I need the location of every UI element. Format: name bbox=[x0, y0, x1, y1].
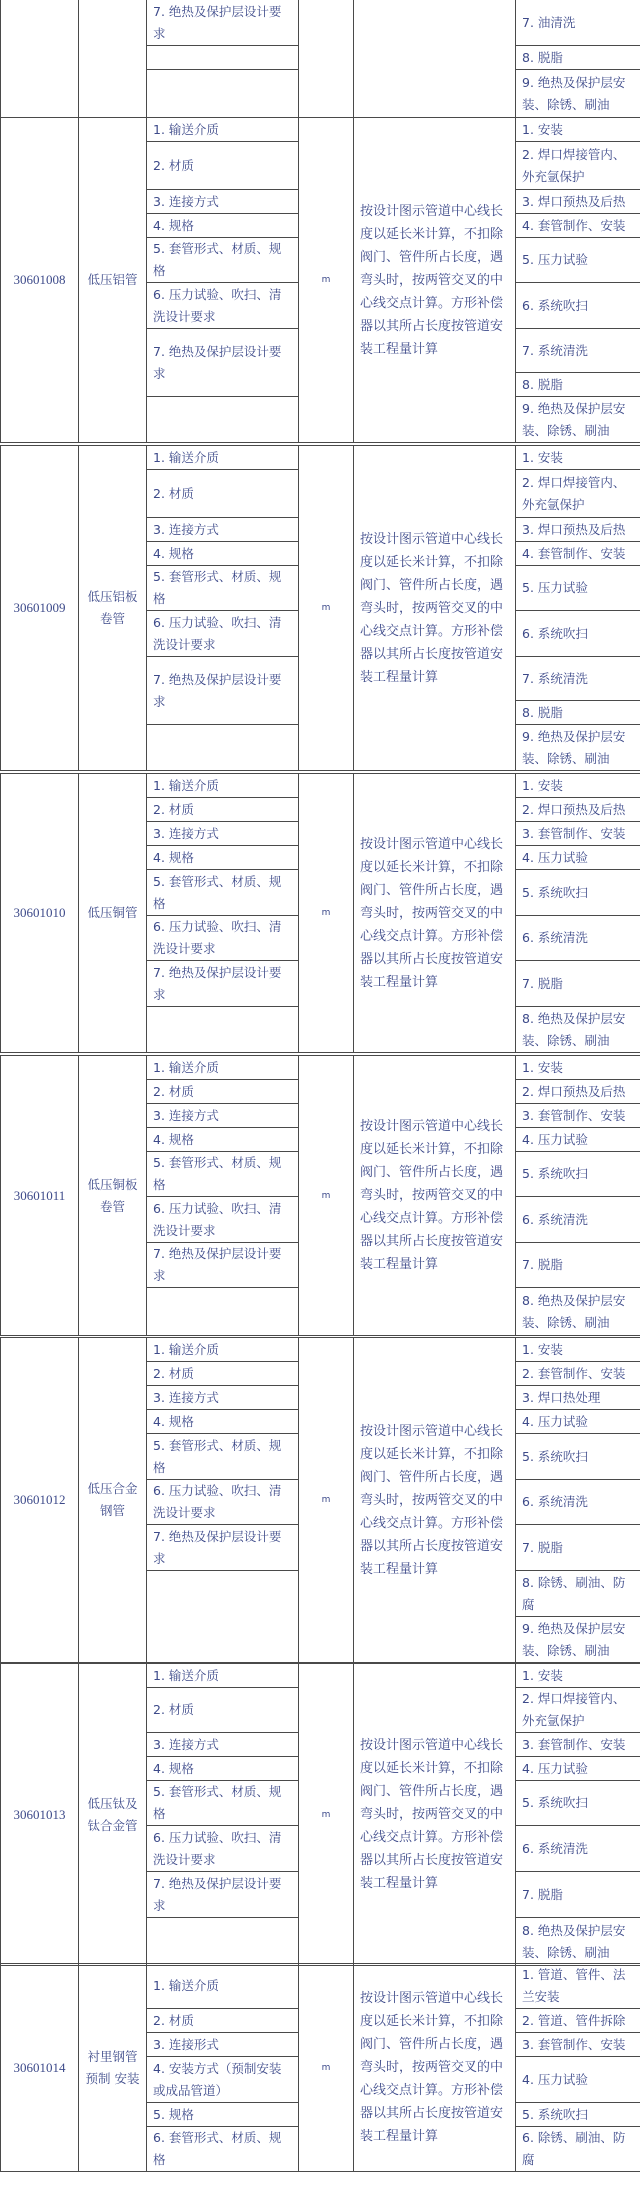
feature-cell: 1. 输送介质 bbox=[147, 118, 299, 142]
item-rule: 按设计图示管道中心线长度以延长米计算，不扣除阀门、管件所占长度，遇弯头时，按两管交叉的中心线交点计算。方形补偿器以其所占长度按管道安装工程量计算 bbox=[354, 1338, 516, 1663]
item-name: 低压合金钢管 bbox=[79, 1338, 147, 1663]
work-cell: 6. 系统清洗 bbox=[516, 916, 640, 961]
work-cell: 8. 除锈、刷油、防腐 bbox=[516, 1571, 640, 1617]
work-cell: 3. 套管制作、安装 bbox=[516, 2033, 640, 2057]
work-cell: 7. 脱脂 bbox=[516, 1872, 640, 1918]
work-cell: 6. 除锈、刷油、防腐 bbox=[516, 2127, 640, 2172]
feature-cell: 1. 输送介质 bbox=[147, 446, 299, 470]
feature-cell: 5. 套管形式、材质、规格 bbox=[147, 566, 299, 611]
work-cell: 6. 系统清洗 bbox=[516, 1826, 640, 1872]
work-cell: 3. 焊口预热及后热 bbox=[516, 190, 640, 214]
work-cell: 3. 套管制作、安装 bbox=[516, 822, 640, 846]
work-cell: 7. 脱脂 bbox=[516, 1525, 640, 1571]
table-fragment-top bbox=[0, 0, 640, 118]
feature-cell: 3. 连接方式 bbox=[147, 1733, 299, 1757]
feature-cell: 3. 连接方式 bbox=[147, 518, 299, 542]
feature-cell: 2. 材质 bbox=[147, 798, 299, 822]
work-cell: 4. 压力试验 bbox=[516, 846, 640, 870]
work-cell: 6. 系统吹扫 bbox=[516, 283, 640, 329]
feature-cell: 3. 连接方式 bbox=[147, 190, 299, 214]
feature-cell: 5. 套管形式、材质、规格 bbox=[147, 1434, 299, 1480]
feature-cell bbox=[147, 46, 299, 70]
item-code: 30601012 bbox=[1, 1338, 79, 1663]
work-cell: 6. 系统吹扫 bbox=[516, 611, 640, 657]
work-cell: 2. 焊口焊接管内、外充氩保护 bbox=[516, 1688, 640, 1733]
work-cell: 6. 系统清洗 bbox=[516, 1480, 640, 1525]
work-cell: 2. 焊口预热及后热 bbox=[516, 798, 640, 822]
feature-cell: 1. 输送介质 bbox=[147, 1664, 299, 1688]
feature-cell: 2. 材质 bbox=[147, 1362, 299, 1386]
feature-cell: 7. 绝热及保护层设计要求 bbox=[147, 0, 299, 46]
work-cell: 2. 焊口焊接管内、外充氩保护 bbox=[516, 142, 640, 190]
work-cell: 8. 脱脂 bbox=[516, 701, 640, 725]
feature-cell: 2. 材质 bbox=[147, 2009, 299, 2033]
work-cell: 3. 焊口热处理 bbox=[516, 1386, 640, 1410]
work-cell: 2. 套管制作、安装 bbox=[516, 1362, 640, 1386]
feature-cell: 6. 压力试验、吹扫、清洗设计要求 bbox=[147, 1197, 299, 1243]
work-cell: 5. 压力试验 bbox=[516, 238, 640, 283]
work-cell: 9. 绝热及保护层安装、除锈、刷油 bbox=[516, 1617, 640, 1663]
work-cell: 7. 脱脂 bbox=[516, 961, 640, 1007]
work-cell: 1. 安装 bbox=[516, 1338, 640, 1362]
item-code: 30601011 bbox=[1, 1056, 79, 1336]
item-name: 低压铝管 bbox=[79, 118, 147, 443]
spec-item-block bbox=[0, 117, 640, 443]
item-code: 30601010 bbox=[1, 774, 79, 1053]
work-cell: 8. 脱脂 bbox=[516, 46, 640, 70]
feature-cell: 5. 套管形式、材质、规格 bbox=[147, 870, 299, 916]
feature-cell: 6. 压力试验、吹扫、清洗设计要求 bbox=[147, 1480, 299, 1525]
name-cell bbox=[79, 0, 147, 118]
work-cell: 7. 系统清洗 bbox=[516, 329, 640, 373]
work-cell: 4. 压力试验 bbox=[516, 1128, 640, 1152]
item-name: 低压铜管 bbox=[79, 774, 147, 1053]
work-cell: 5. 系统吹扫 bbox=[516, 1152, 640, 1197]
item-rule: 按设计图示管道中心线长度以延长米计算，不扣除阀门、管件所占长度，遇弯头时，按两管交叉的中心线交点计算。方形补偿器以其所占长度按管道安装工程量计算 bbox=[354, 1964, 516, 2172]
feature-cell: 4. 规格 bbox=[147, 214, 299, 238]
item-rule: 按设计图示管道中心线长度以延长米计算，不扣除阀门、管件所占长度，遇弯头时，按两管交叉的中心线交点计算。方形补偿器以其所占长度按管道安装工程量计算 bbox=[354, 118, 516, 443]
feature-cell: 4. 规格 bbox=[147, 1410, 299, 1434]
item-unit: m bbox=[299, 774, 354, 1053]
work-cell: 5. 系统吹扫 bbox=[516, 2103, 640, 2127]
work-cell: 8. 绝热及保护层安装、除锈、刷油 bbox=[516, 1288, 640, 1336]
feature-cell bbox=[147, 1571, 299, 1663]
feature-cell: 7. 绝热及保护层设计要求 bbox=[147, 657, 299, 725]
item-code: 30601009 bbox=[1, 446, 79, 771]
feature-cell: 1. 输送介质 bbox=[147, 1964, 299, 2009]
feature-cell: 5. 套管形式、材质、规格 bbox=[147, 1152, 299, 1197]
work-cell: 4. 压力试验 bbox=[516, 2057, 640, 2103]
item-unit: m bbox=[299, 118, 354, 443]
item-code: 30601014 bbox=[1, 1964, 79, 2172]
feature-cell: 4. 规格 bbox=[147, 846, 299, 870]
feature-cell: 6. 套管形式、材质、规格 bbox=[147, 2127, 299, 2172]
feature-cell bbox=[147, 1007, 299, 1053]
feature-cell: 1. 输送介质 bbox=[147, 774, 299, 798]
work-cell: 1. 安装 bbox=[516, 1664, 640, 1688]
work-cell: 5. 系统吹扫 bbox=[516, 870, 640, 916]
item-unit: m bbox=[299, 1964, 354, 2172]
feature-cell: 6. 压力试验、吹扫、清洗设计要求 bbox=[147, 283, 299, 329]
work-cell: 9. 绝热及保护层安装、除锈、刷油 bbox=[516, 397, 640, 443]
work-cell: 8. 绝热及保护层安装、除锈、刷油 bbox=[516, 1007, 640, 1053]
work-cell: 4. 压力试验 bbox=[516, 1757, 640, 1781]
work-cell: 9. 绝热及保护层安装、除锈、刷油 bbox=[516, 725, 640, 771]
feature-cell: 7. 绝热及保护层设计要求 bbox=[147, 1243, 299, 1288]
work-cell: 1. 管道、管件、法兰安装 bbox=[516, 1964, 640, 2009]
work-cell: 7. 脱脂 bbox=[516, 1243, 640, 1288]
feature-cell: 1. 输送介质 bbox=[147, 1056, 299, 1080]
work-cell: 2. 焊口预热及后热 bbox=[516, 1080, 640, 1104]
work-cell: 5. 压力试验 bbox=[516, 566, 640, 611]
unit-cell bbox=[299, 0, 354, 118]
work-cell: 9. 绝热及保护层安装、除锈、刷油 bbox=[516, 70, 640, 118]
spec-item-block bbox=[0, 1055, 640, 1336]
feature-cell: 3. 连接形式 bbox=[147, 2033, 299, 2057]
work-cell: 3. 套管制作、安装 bbox=[516, 1104, 640, 1128]
feature-cell: 3. 连接方式 bbox=[147, 1104, 299, 1128]
feature-cell: 4. 规格 bbox=[147, 542, 299, 566]
item-unit: m bbox=[299, 1664, 354, 1966]
work-cell: 1. 安装 bbox=[516, 118, 640, 142]
feature-cell bbox=[147, 1918, 299, 1966]
item-unit: m bbox=[299, 1056, 354, 1336]
feature-cell: 2. 材质 bbox=[147, 142, 299, 190]
work-cell: 1. 安装 bbox=[516, 774, 640, 798]
feature-cell bbox=[147, 397, 299, 443]
work-cell: 4. 套管制作、安装 bbox=[516, 542, 640, 566]
feature-cell: 3. 连接方式 bbox=[147, 1386, 299, 1410]
feature-cell: 7. 绝热及保护层设计要求 bbox=[147, 961, 299, 1007]
feature-cell: 5. 套管形式、材质、规格 bbox=[147, 238, 299, 283]
feature-cell: 4. 规格 bbox=[147, 1128, 299, 1152]
feature-cell: 7. 绝热及保护层设计要求 bbox=[147, 329, 299, 397]
item-rule: 按设计图示管道中心线长度以延长米计算，不扣除阀门、管件所占长度，遇弯头时，按两管交叉的中心线交点计算。方形补偿器以其所占长度按管道安装工程量计算 bbox=[354, 774, 516, 1053]
work-cell: 8. 脱脂 bbox=[516, 373, 640, 397]
item-unit: m bbox=[299, 1338, 354, 1663]
work-cell: 4. 压力试验 bbox=[516, 1410, 640, 1434]
item-unit: m bbox=[299, 446, 354, 771]
work-cell: 7. 油清洗 bbox=[516, 0, 640, 46]
feature-cell: 6. 压力试验、吹扫、清洗设计要求 bbox=[147, 1826, 299, 1872]
item-name: 衬里钢管预制 安装 bbox=[79, 1964, 147, 2172]
spec-item-block bbox=[0, 1663, 640, 1966]
feature-cell: 3. 连接方式 bbox=[147, 822, 299, 846]
rule-cell bbox=[354, 0, 516, 118]
feature-cell bbox=[147, 70, 299, 118]
feature-cell: 7. 绝热及保护层设计要求 bbox=[147, 1872, 299, 1918]
item-name: 低压铝板卷管 bbox=[79, 446, 147, 771]
item-name: 低压钛及钛合金管 bbox=[79, 1664, 147, 1966]
feature-cell bbox=[147, 1288, 299, 1336]
spec-item-block bbox=[0, 445, 640, 771]
spec-item-block bbox=[0, 1963, 640, 2172]
feature-cell: 6. 压力试验、吹扫、清洗设计要求 bbox=[147, 611, 299, 657]
feature-cell: 5. 套管形式、材质、规格 bbox=[147, 1781, 299, 1826]
item-code: 30601013 bbox=[1, 1664, 79, 1966]
work-cell: 1. 安装 bbox=[516, 446, 640, 470]
work-cell: 2. 管道、管件拆除 bbox=[516, 2009, 640, 2033]
feature-cell: 4. 规格 bbox=[147, 1757, 299, 1781]
work-cell: 8. 绝热及保护层安装、除锈、刷油 bbox=[516, 1918, 640, 1966]
spec-item-block bbox=[0, 1337, 640, 1663]
work-cell: 6. 系统清洗 bbox=[516, 1197, 640, 1243]
item-name: 低压铜板卷管 bbox=[79, 1056, 147, 1336]
work-cell: 3. 焊口预热及后热 bbox=[516, 518, 640, 542]
item-code: 30601008 bbox=[1, 118, 79, 443]
item-rule: 按设计图示管道中心线长度以延长米计算，不扣除阀门、管件所占长度，遇弯头时，按两管交叉的中心线交点计算。方形补偿器以其所占长度按管道安装工程量计算 bbox=[354, 1056, 516, 1336]
item-rule: 按设计图示管道中心线长度以延长米计算，不扣除阀门、管件所占长度，遇弯头时，按两管交叉的中心线交点计算。方形补偿器以其所占长度按管道安装工程量计算 bbox=[354, 1664, 516, 1966]
work-cell: 3. 套管制作、安装 bbox=[516, 1733, 640, 1757]
item-rule: 按设计图示管道中心线长度以延长米计算，不扣除阀门、管件所占长度，遇弯头时，按两管交叉的中心线交点计算。方形补偿器以其所占长度按管道安装工程量计算 bbox=[354, 446, 516, 771]
feature-cell: 7. 绝热及保护层设计要求 bbox=[147, 1525, 299, 1571]
feature-cell: 2. 材质 bbox=[147, 1688, 299, 1733]
code-cell bbox=[1, 0, 79, 118]
feature-cell: 1. 输送介质 bbox=[147, 1338, 299, 1362]
work-cell: 5. 系统吹扫 bbox=[516, 1434, 640, 1480]
feature-cell bbox=[147, 725, 299, 771]
feature-cell: 5. 规格 bbox=[147, 2103, 299, 2127]
feature-cell: 6. 压力试验、吹扫、清洗设计要求 bbox=[147, 916, 299, 961]
work-cell: 2. 焊口焊接管内、外充氩保护 bbox=[516, 470, 640, 518]
feature-cell: 2. 材质 bbox=[147, 1080, 299, 1104]
work-cell: 7. 系统清洗 bbox=[516, 657, 640, 701]
spec-item-block bbox=[0, 773, 640, 1053]
work-cell: 5. 系统吹扫 bbox=[516, 1781, 640, 1826]
work-cell: 4. 套管制作、安装 bbox=[516, 214, 640, 238]
feature-cell: 2. 材质 bbox=[147, 470, 299, 518]
feature-cell: 4. 安装方式（预制安装或成品管道） bbox=[147, 2057, 299, 2103]
work-cell: 1. 安装 bbox=[516, 1056, 640, 1080]
